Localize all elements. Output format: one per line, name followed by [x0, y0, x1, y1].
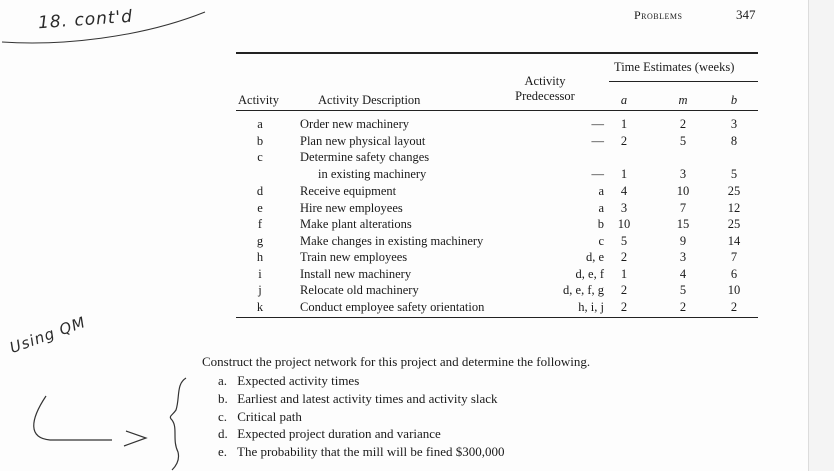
- most-likely-header: m: [678, 93, 688, 107]
- b-cell: 2: [730, 299, 738, 314]
- predecessor-cell: b: [597, 217, 604, 231]
- b-cell: 6: [730, 266, 738, 281]
- a-cell: 3: [620, 200, 628, 215]
- description-cell: Plan new physical layout: [300, 133, 426, 148]
- a-cell: 5: [620, 233, 628, 248]
- description-cell: Conduct employee safety orientation: [300, 299, 485, 314]
- b-cell: 14: [727, 233, 741, 248]
- predecessor-cell: d, e: [585, 250, 604, 264]
- predecessor-header-line2: Predecessor: [515, 89, 575, 103]
- m-cell: 15: [676, 217, 690, 231]
- description-cell: Receive equipment: [300, 184, 397, 198]
- activity-cell: c: [257, 150, 263, 164]
- description-cell: Relocate old machinery: [300, 283, 419, 297]
- description-cell: Make plant alterations: [300, 217, 412, 231]
- m-cell: 3: [679, 167, 687, 181]
- item-label: b.: [218, 390, 228, 406]
- time-estimates-header: Time Estimates (weeks): [614, 60, 735, 74]
- handwritten-note-top: 18. cont'd: [37, 6, 134, 34]
- b-cell: 5: [730, 167, 738, 181]
- predecessor-header-line1: Activity: [524, 74, 566, 88]
- activity-cell: e: [257, 200, 263, 215]
- description-cell: Make changes in existing machinery: [300, 233, 484, 248]
- description-continuation: in existing machinery: [318, 166, 427, 181]
- a-cell: 1: [620, 266, 628, 281]
- item-text: Earliest and latest activity times and activity slack: [237, 390, 498, 406]
- m-cell: 5: [679, 133, 687, 148]
- scrollbar-gutter[interactable]: [808, 0, 834, 471]
- list-item: [218, 372, 505, 390]
- predecessor-cell: d, e, f, g: [563, 283, 604, 297]
- item-label: c.: [218, 408, 228, 424]
- table-row: [236, 216, 758, 233]
- list-item: [218, 443, 505, 461]
- table-row: [236, 266, 758, 283]
- b-cell: 12: [727, 200, 741, 215]
- b-cell: 25: [727, 184, 741, 198]
- description-cell: Order new machinery: [300, 117, 409, 131]
- description-cell: [300, 149, 520, 182]
- header-rule: [236, 110, 758, 111]
- description-cell: Train new employees: [300, 250, 408, 264]
- m-cell: 5: [679, 283, 687, 297]
- table-row: [236, 116, 758, 133]
- item-label: d.: [218, 426, 228, 442]
- activity-cell: i: [258, 266, 262, 281]
- list-item: [218, 408, 505, 426]
- m-cell: 2: [679, 117, 687, 131]
- predecessor-header: [508, 74, 582, 104]
- item-label: e.: [218, 444, 228, 460]
- item-text: The probability that the mill will be fined $300,000: [237, 444, 505, 460]
- activity-cell: a: [257, 117, 263, 131]
- activity-cell: h: [256, 250, 264, 264]
- description-text: Determine safety changes: [300, 150, 430, 164]
- table-row: [236, 249, 758, 266]
- item-text: Critical path: [237, 408, 302, 424]
- predecessor-cell: d, e, f: [575, 266, 604, 281]
- a-cell: 4: [620, 184, 628, 198]
- predecessor-cell: a: [598, 200, 604, 215]
- a-cell: 2: [620, 299, 628, 314]
- m-cell: 7: [679, 200, 687, 215]
- table-row: [236, 183, 758, 200]
- running-head: Problems: [634, 8, 683, 22]
- predecessor-cell: h, i, j: [578, 299, 604, 314]
- question-list: [218, 372, 505, 461]
- list-item: [218, 390, 505, 408]
- time-estimates-rule: [609, 81, 758, 82]
- question-prompt: Construct the project network for this project and determine the following.: [202, 354, 591, 369]
- table-row: [236, 233, 758, 250]
- a-cell: 2: [620, 133, 628, 148]
- table-row: [236, 200, 758, 217]
- a-cell: 1: [620, 167, 628, 181]
- b-cell: 3: [730, 117, 738, 131]
- predecessor-cell: a: [598, 184, 604, 198]
- pessimistic-header: b: [730, 93, 738, 107]
- table-row: [236, 299, 758, 316]
- a-cell: 2: [620, 283, 628, 297]
- predecessor-cell: —: [591, 133, 604, 148]
- b-cell: 8: [730, 133, 738, 148]
- table-bottom-rule: [236, 317, 758, 318]
- b-cell: 7: [730, 250, 738, 264]
- table-row: [236, 282, 758, 299]
- m-cell: 3: [679, 250, 687, 264]
- item-label: a.: [218, 373, 228, 388]
- predecessor-cell: —: [591, 117, 604, 131]
- item-text: Expected project duration and variance: [237, 426, 441, 442]
- table-row: [236, 149, 758, 183]
- b-cell: 10: [727, 283, 741, 297]
- handwritten-note-side: Using QM: [7, 312, 89, 358]
- item-text: Expected activity times: [237, 373, 360, 388]
- description-cell: Install new machinery: [300, 266, 412, 281]
- table-top-rule: [236, 52, 758, 54]
- predecessor-cell: c: [598, 233, 604, 248]
- activity-cell: g: [256, 233, 264, 248]
- a-cell: 10: [617, 217, 631, 231]
- activity-cell: j: [258, 283, 262, 297]
- predecessor-cell: —: [591, 167, 604, 181]
- activity-table: [236, 116, 758, 315]
- activity-cell: d: [256, 184, 264, 198]
- a-cell: 1: [620, 117, 628, 131]
- m-cell: 4: [679, 266, 687, 281]
- b-cell: 25: [727, 217, 741, 231]
- table-row: [236, 133, 758, 150]
- activity-cell: f: [257, 217, 263, 231]
- list-item: [218, 425, 505, 443]
- description-cell: Hire new employees: [300, 200, 403, 215]
- activity-header: Activity: [238, 93, 279, 107]
- m-cell: 10: [676, 184, 690, 198]
- m-cell: 2: [679, 299, 687, 314]
- a-cell: 2: [620, 250, 628, 264]
- activity-cell: b: [256, 133, 264, 148]
- m-cell: 9: [679, 233, 687, 248]
- optimistic-header: a: [620, 93, 628, 107]
- description-header: Activity Description: [318, 93, 421, 107]
- activity-cell: k: [256, 299, 264, 314]
- page-number: 347: [736, 7, 756, 22]
